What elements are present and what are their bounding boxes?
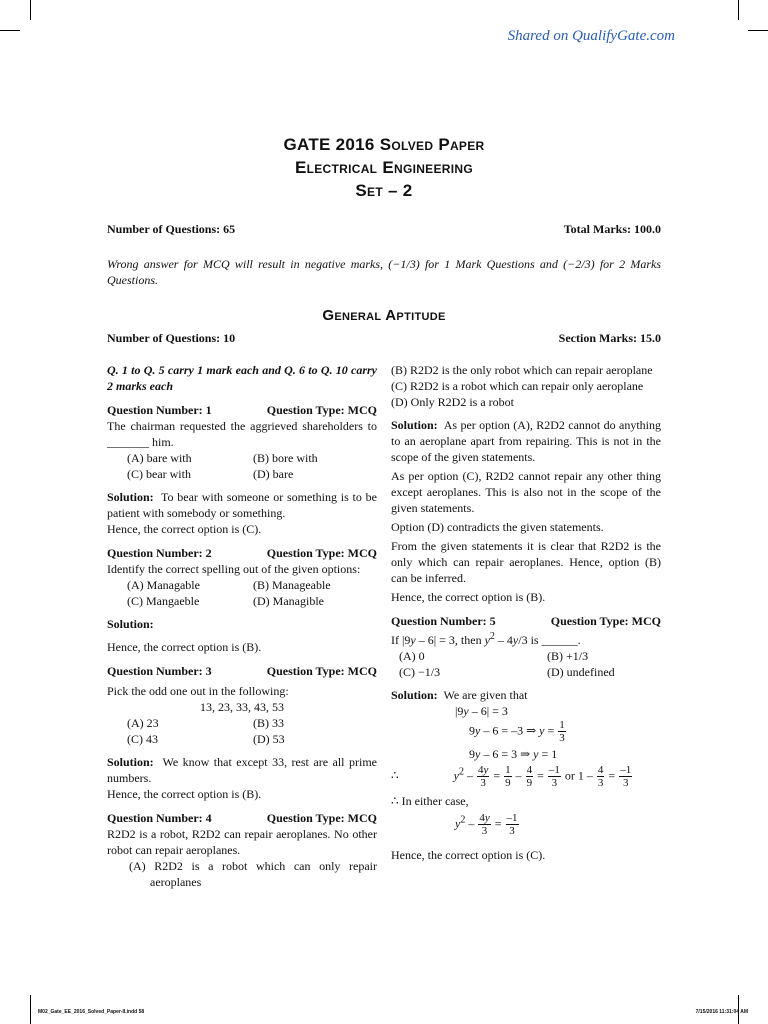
question-text: Identify the correct spelling out of the given options: — [107, 562, 361, 576]
solution-text — [107, 489, 377, 521]
question-type: Question Type: MCQ — [266, 546, 377, 560]
question-type: Question Type: MCQ — [266, 664, 377, 678]
option-c: (C) Mangaeble — [127, 594, 200, 608]
footer-date: 7/15/2016 11:31:04 AM — [695, 1009, 748, 1015]
answer-text: Hence, the correct option is (C). — [107, 522, 262, 536]
question-text: The chairman requested the aggrieved shareholders to _______ him. — [107, 419, 377, 449]
question-number: Question Number: 5 — [391, 614, 496, 628]
options — [391, 362, 661, 410]
option-b: (B) 33 — [253, 716, 284, 730]
negative-marking-note: Wrong answer for MCQ will result in negative marks, (−1/3) for 1 Mark Questions and (−2/3) for 2 Marks Questions. — [107, 257, 661, 287]
number-sequence: 13, 23, 33, 43, 53 — [200, 700, 284, 714]
option-d: (D) bare — [253, 467, 294, 481]
paper-title: GATE 2016 Solved Paper — [283, 135, 485, 154]
option-c: (C) R2D2 is a robot which can repair only aeroplane — [391, 379, 644, 393]
equation: 9y – 6 = –3 ⇒ y = $\frac{1}{3}$ — [469, 719, 565, 744]
option-a: (A) Managable — [127, 578, 200, 592]
either-case-text: In either case, — [401, 794, 469, 808]
solution-text — [391, 687, 661, 703]
options — [107, 715, 377, 747]
options — [107, 450, 377, 482]
paper-subject: Electrical Engineering — [294, 158, 473, 177]
options — [391, 648, 661, 680]
option-a: (A) 0 — [399, 649, 425, 663]
answer-text: Hence, the correct option is (C). — [391, 848, 546, 862]
answer-text: Hence, the correct option is (B). — [107, 640, 262, 654]
solution-body: As per option (C), R2D2 cannot repair any other thing except aeroplanes. This is also not in the scope of the given statements. — [391, 469, 661, 515]
question-number: Question Number: 2 — [107, 546, 212, 560]
question-header — [107, 663, 377, 679]
question-header — [107, 402, 377, 418]
section-intro: Q. 1 to Q. 5 carry 1 mark each and Q. 6 to Q. 10 carry 2 marks each — [107, 363, 377, 393]
options — [107, 577, 377, 609]
equation: 9y – 6 = 3 ⇒ y = 1 — [469, 747, 558, 761]
option-a: (A) R2D2 is a robot which can only repair aeroplanes — [129, 859, 377, 889]
solution-label: Solution: — [107, 490, 154, 504]
solution-body: From the given statements it is clear that R2D2 is the only which can repair aeroplanes. Hence, option (B) can be inferred. — [391, 539, 661, 585]
option-a: (A) 23 — [127, 716, 159, 730]
option-b: (B) bore with — [253, 451, 318, 465]
section-title: General Aptitude — [322, 307, 446, 324]
equation: $y^2$ – $\frac{4y}{3}$ = $\frac{-1}{3}$ — [455, 812, 518, 837]
paper-meta — [107, 222, 661, 237]
section-meta — [107, 331, 661, 346]
answer-text: Hence, the correct option is (B). — [107, 787, 262, 801]
question-number: Question Number: 4 — [107, 811, 212, 825]
question-header — [391, 613, 661, 629]
solution-label: Solution: — [107, 617, 154, 631]
question-text: R2D2 is a robot, R2D2 can repair aeroplanes. No other robot can repair aeroplanes. — [107, 827, 377, 857]
question-type: Question Type: MCQ — [550, 614, 661, 628]
question-type: Question Type: MCQ — [266, 403, 377, 417]
answer-text: Hence, the correct option is (B). — [391, 590, 546, 604]
solution-text — [391, 417, 661, 465]
left-column — [107, 362, 377, 890]
section-marks: Section Marks: 15.0 — [558, 331, 661, 345]
equation: |9y – 6| = 3 — [455, 704, 508, 718]
option-b: (B) R2D2 is the only robot which can repair aeroplane — [391, 363, 653, 377]
option-b: (B) +1/3 — [547, 649, 589, 663]
solution-text — [107, 754, 377, 786]
solution-body: ∴ In either case, — [391, 794, 469, 808]
question-count: Number of Questions: 65 — [107, 222, 236, 236]
crop-mark — [748, 30, 768, 31]
option-d: (D) 53 — [253, 732, 285, 746]
solution-text — [107, 616, 377, 632]
watermark-text: Shared on QualifyGate.com — [507, 28, 675, 44]
option-d: (D) Only R2D2 is a robot — [391, 395, 514, 409]
total-marks: Total Marks: 100.0 — [563, 222, 661, 236]
option-b: (B) Manageable — [253, 578, 331, 592]
equation: ∴ $y^2$ – $\frac{4y}{3}$ = $\frac{1}{9}$ – $\frac{4}{9}$ = $\frac{-1}{3}$ or 1 – $\frac{4}{3}$ = $\frac{-1}{3}$ — [391, 764, 632, 789]
crop-mark — [738, 0, 739, 20]
paper-set: Set – 2 — [355, 181, 413, 200]
question-type: Question Type: MCQ — [266, 811, 377, 825]
crop-mark — [0, 30, 20, 31]
option-c: (C) bear with — [127, 467, 191, 481]
option-a: (A) bare with — [127, 451, 192, 465]
options — [107, 858, 377, 890]
option-c: (C) −1/3 — [399, 665, 441, 679]
solution-label: Solution: — [107, 755, 154, 769]
solution-body: We are given that — [443, 688, 528, 702]
question-number: Question Number: 3 — [107, 664, 212, 678]
solution-label: Solution: — [391, 688, 438, 702]
option-d: (D) Managible — [253, 594, 324, 608]
solution-label: Solution: — [391, 418, 438, 432]
option-d: (D) undefined — [547, 665, 615, 679]
right-column — [391, 362, 661, 863]
question-text: If |9y – 6| = 3, then $y^2 - 4y/3$ is ______. — [391, 631, 581, 647]
footer-file: M02_Gate_EE_2016_Solved_Paper-II.indd 58 — [38, 1009, 145, 1015]
crop-mark — [30, 995, 31, 1024]
question-header — [107, 545, 377, 561]
solution-body: As per option (A), R2D2 cannot do anything to an aeroplane apart from repairing. This is not in the scope of the given statements. — [391, 418, 661, 464]
question-header — [107, 810, 377, 826]
solution-body: To bear with someone or something is to be patient with somebody or something. — [107, 490, 377, 520]
solution-body: Option (D) contradicts the given statements. — [391, 520, 604, 534]
option-c: (C) 43 — [127, 732, 158, 746]
crop-mark — [30, 0, 31, 20]
question-text: Pick the odd one out in the following: — [107, 684, 289, 698]
question-number: Question Number: 1 — [107, 403, 212, 417]
solution-body: We know that except 33, rest are all prime numbers. — [107, 755, 377, 785]
section-question-count: Number of Questions: 10 — [107, 331, 236, 345]
